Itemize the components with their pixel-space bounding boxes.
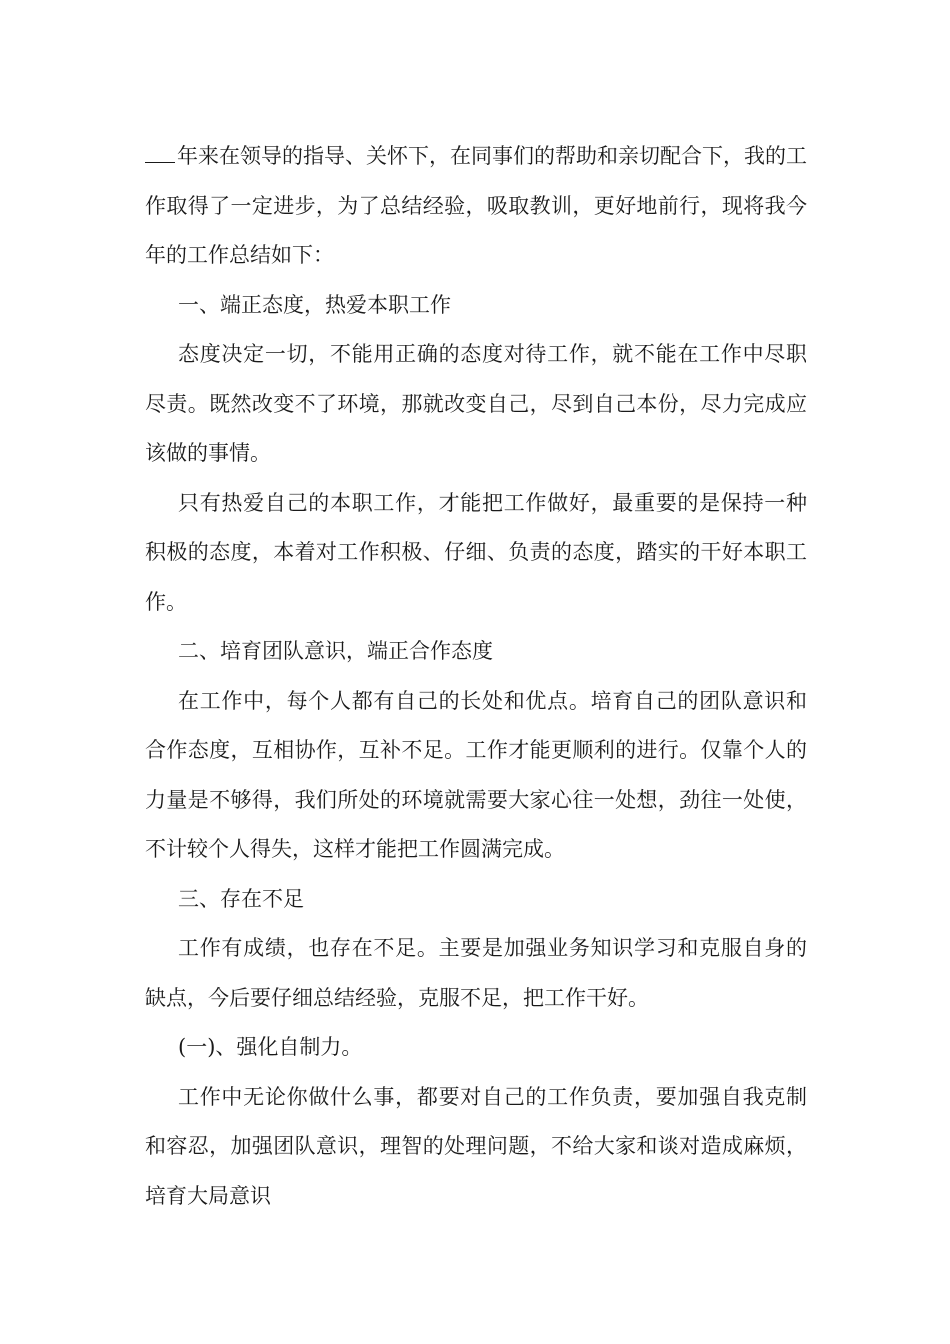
intro-text: 年来在领导的指导、关怀下，在同事们的帮助和亲切配合下，我的工作取得了一定进步，为了总结经验，吸取教训，更好地前行，现将我今年的工作总结如下： <box>145 144 807 267</box>
document-body <box>145 132 807 1221</box>
section-3-heading: 三、存在不足 <box>178 886 304 911</box>
section-1-heading: 一、端正态度，热爱本职工作 <box>178 292 451 317</box>
intro-paragraph <box>145 132 807 281</box>
section-1-paragraph-2: 只有热爱自己的本职工作，才能把工作做好，最重要的是保持一种积极的态度，本着对工作积极、仔细、负责的态度，踏实的干好本职工作。 <box>145 490 807 614</box>
section-2-heading: 二、培育团队意识，端正合作态度 <box>178 639 493 663</box>
subsection-1-heading: (一)、强化自制力。 <box>178 1035 363 1059</box>
section-1-paragraph-1: 态度决定一切，不能用正确的态度对待工作，就不能在工作中尽职尽责。既然改变不了环境，那就改变自己，尽到自己本份，尽力完成应该做的事情。 <box>145 342 807 465</box>
subsection-1-paragraph-1: 工作中无论你做什么事，都要对自己的工作负责，要加强自我克制和容忍，加强团队意识，理智的处理问题，不给大家和谈对造成麻烦，培育大局意识 <box>145 1084 807 1208</box>
section-3-paragraph-1: 工作有成绩，也存在不足。主要是加强业务知识学习和克服自身的缺点，今后要仔细总结经验，克服不足，把工作干好。 <box>145 936 807 1010</box>
fill-in-blank <box>145 144 175 163</box>
section-2-paragraph-1: 在工作中，每个人都有自己的长处和优点。培育自己的团队意识和合作态度，互相协作，互补不足。工作才能更顺利的进行。仅靠个人的力量是不够得，我们所处的环境就需要大家心往一处想，劲往一处使，不计较个人得失，这样才能把工作圆满完成。 <box>145 688 807 861</box>
